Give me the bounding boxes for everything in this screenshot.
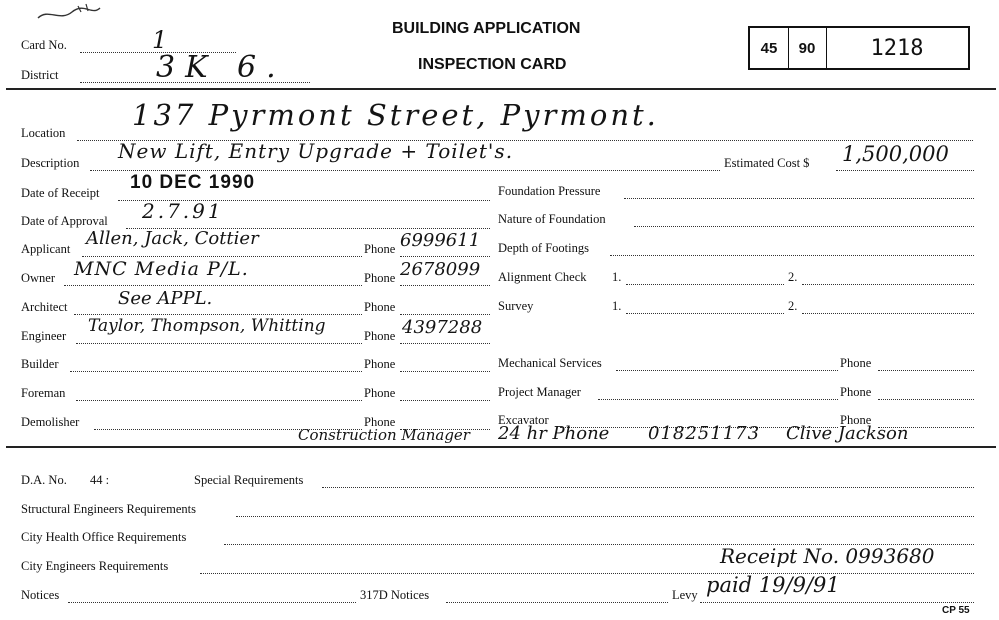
alignment-line-1 xyxy=(626,284,784,285)
foreman-phone-label: Phone xyxy=(364,386,396,400)
demolisher-phone-label: Phone xyxy=(364,415,396,429)
card-no-label: Card No. xyxy=(21,38,67,52)
description-line xyxy=(90,170,720,171)
applicant-line xyxy=(82,256,362,257)
levy-line xyxy=(700,602,974,603)
paid-note: paid 19/9/91 xyxy=(706,573,840,597)
engineer-line xyxy=(76,343,362,344)
contact-name: Clive Jackson xyxy=(786,423,909,444)
applicant-phone-label: Phone xyxy=(364,242,396,256)
date-approval-value: 2.7.91 xyxy=(142,199,224,223)
nature-foundation-label: Nature of Foundation xyxy=(498,212,606,226)
applicant-phone: 6999611 xyxy=(400,230,481,251)
engineer-phone: 4397288 xyxy=(402,317,483,338)
construction-manager-note: Construction Manager xyxy=(298,426,470,444)
alignment-line-2 xyxy=(802,284,974,285)
project-manager-phone-line xyxy=(878,399,974,400)
survey-num-1: 1. xyxy=(612,299,622,313)
title-line-2: INSPECTION CARD xyxy=(418,56,567,73)
owner-phone-label: Phone xyxy=(364,271,396,285)
owner-line xyxy=(64,285,362,286)
district-label: District xyxy=(21,68,59,82)
date-approval-label: Date of Approval xyxy=(21,214,108,228)
owner-label: Owner xyxy=(21,271,56,285)
structural-line xyxy=(236,516,974,517)
applicant-phone-line xyxy=(400,256,490,257)
district-value: 3K 6. xyxy=(156,50,286,85)
survey-num-2: 2. xyxy=(788,299,798,313)
survey-label: Survey xyxy=(498,299,534,313)
mechanical-phone-line xyxy=(878,370,974,371)
architect-value: See APPL. xyxy=(118,288,213,309)
builder-phone-label: Phone xyxy=(364,357,396,371)
engineer-phone-label: Phone xyxy=(364,329,396,343)
estimated-cost-label: Estimated Cost $ xyxy=(724,156,810,170)
description-value: New Lift, Entry Upgrade + Toilet's. xyxy=(118,139,514,163)
survey-line-1 xyxy=(626,313,784,314)
reference-cell-1: 45 xyxy=(750,28,789,68)
applicant-label: Applicant xyxy=(21,242,71,256)
header-rule xyxy=(6,88,996,90)
reference-cell-2: 90 xyxy=(788,28,827,68)
foreman-label: Foreman xyxy=(21,386,66,400)
form-code: CP 55 xyxy=(942,605,970,616)
architect-label: Architect xyxy=(21,300,68,314)
da-no-value: 44 : xyxy=(90,473,110,487)
depth-footings-label: Depth of Footings xyxy=(498,241,589,255)
scribble-mark-icon xyxy=(34,2,104,24)
levy-label: Levy xyxy=(672,588,698,602)
date-receipt-stamp: 10 DEC 1990 xyxy=(130,172,256,193)
foreman-line xyxy=(76,400,362,401)
da-no-label: D.A. No. xyxy=(21,473,67,487)
special-req-label: Special Requirements xyxy=(194,473,304,487)
structural-label: Structural Engineers Requirements xyxy=(21,502,196,516)
engineer-phone-line xyxy=(400,343,490,344)
excavator-phone-label: Phone xyxy=(840,413,872,427)
builder-label: Builder xyxy=(21,357,59,371)
foundation-pressure-label: Foundation Pressure xyxy=(498,184,601,198)
engineer-label: Engineer xyxy=(21,329,67,343)
alignment-check-label: Alignment Check xyxy=(498,270,587,284)
mid-rule xyxy=(6,446,996,448)
project-manager-line xyxy=(598,399,838,400)
foundation-pressure-line xyxy=(624,198,974,199)
special-req-line xyxy=(322,487,974,488)
city-eng-label: City Engineers Requirements xyxy=(21,559,169,573)
alignment-num-1: 1. xyxy=(612,270,622,284)
owner-phone-line xyxy=(400,285,490,286)
notices-label: Notices xyxy=(21,588,60,602)
location-label: Location xyxy=(21,126,66,140)
description-label: Description xyxy=(21,156,80,170)
date-receipt-label: Date of Receipt xyxy=(21,186,100,200)
architect-phone-label: Phone xyxy=(364,300,396,314)
notices-317d-line xyxy=(446,602,668,603)
survey-line-2 xyxy=(802,313,974,314)
builder-phone-line xyxy=(400,371,490,372)
project-manager-label: Project Manager xyxy=(498,385,581,399)
location-value: 137 Pyrmont Street, Pyrmont. xyxy=(132,98,659,132)
nature-foundation-line xyxy=(634,226,974,227)
health-label: City Health Office Requirements xyxy=(21,530,187,544)
architect-line xyxy=(74,314,362,315)
phone-24hr-note: 24 hr Phone xyxy=(498,423,610,444)
depth-footings-line xyxy=(610,255,974,256)
mechanical-label: Mechanical Services xyxy=(498,356,602,370)
receipt-note: Receipt No. 0993680 xyxy=(720,544,935,568)
reference-cell-3: 1218 xyxy=(870,35,924,61)
architect-phone-line xyxy=(400,314,490,315)
foreman-phone-line xyxy=(400,400,490,401)
reference-box xyxy=(748,26,970,70)
city-eng-line xyxy=(200,573,974,574)
card-no-value: 1 xyxy=(152,26,168,54)
mechanical-line xyxy=(616,370,838,371)
estimated-cost-value: 1,500,000 xyxy=(842,142,949,166)
excavator-label: Excavator xyxy=(498,413,549,427)
demolisher-label: Demolisher xyxy=(21,415,80,429)
mechanical-phone-label: Phone xyxy=(840,356,872,370)
phone-24hr-number: 018251173 xyxy=(648,423,761,444)
alignment-num-2: 2. xyxy=(788,270,798,284)
notices-line xyxy=(68,602,356,603)
scribble-mark xyxy=(34,2,104,24)
title-line-1: BUILDING APPLICATION xyxy=(392,20,581,37)
owner-value: MNC Media P/L. xyxy=(74,258,249,280)
engineer-value: Taylor, Thompson, Whitting xyxy=(88,316,326,336)
estimated-cost-line xyxy=(836,170,974,171)
owner-phone: 2678099 xyxy=(400,259,481,280)
applicant-value: Allen, Jack, Cottier xyxy=(86,228,259,249)
builder-line xyxy=(70,371,362,372)
project-manager-phone-label: Phone xyxy=(840,385,872,399)
notices-317d-label: 317D Notices xyxy=(360,588,430,602)
